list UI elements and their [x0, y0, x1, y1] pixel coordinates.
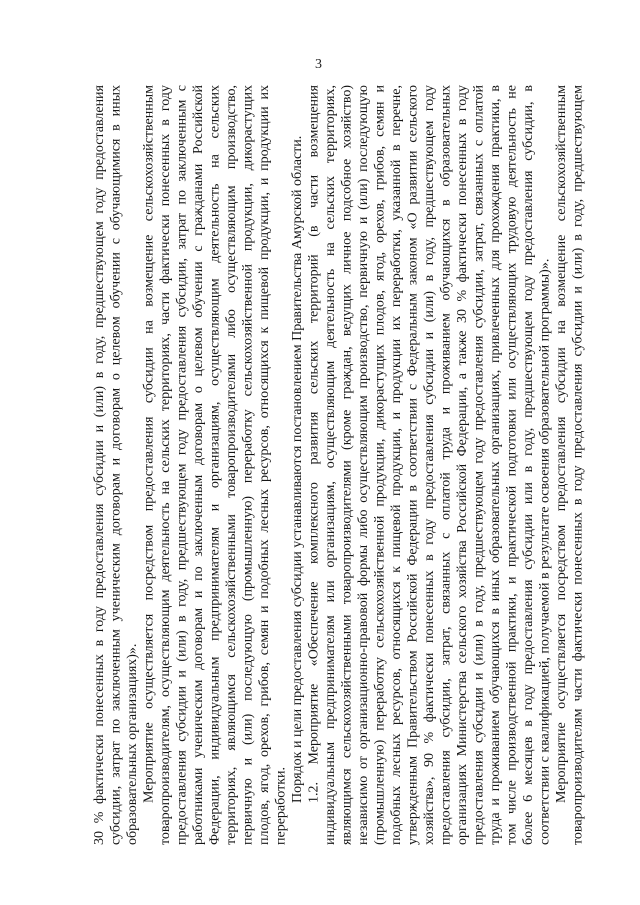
text-line: переработки. [273, 767, 289, 845]
text-line: предоставления субсидии, затрат, связанных с оплатой труда и проживанием обучающихся в образовательных [438, 85, 454, 845]
rotated-text-block [92, 85, 587, 845]
text-line: утвержденным Правительством Российской Федерации в соответствии с Федеральным законом «О развитии сельского [405, 85, 421, 845]
text-line: (промышленную) переработку сельскохозяйственной продукции, дикорастущих плодов, ягод, орехов, грибов, семян и [372, 85, 388, 845]
text-line: хозяйства», 90 % фактически понесенных в году предоставления субсидии и (или) в году, предшествующем году [422, 85, 437, 845]
text-line: соответствии с квалификацией, получаемой в результате освоения образовательной программы)». [537, 258, 553, 845]
text-line: работниками ученическим договорам и по заключенным договорам о целевом обучении с гражданами Российской [191, 85, 206, 845]
text-line: товаропроизводителям части фактически понесенных в году предоставления субсидии и (или) в году, предшествующем [570, 85, 586, 845]
paragraph [307, 85, 555, 845]
text-line: являющимся сельскохозяйственными товаропроизводителями (кроме граждан, ведущих личное подсобное хозяйство) [339, 85, 355, 845]
text-line: Мероприятие осуществляется посредством предоставления субсидии на возмещение сельскохозяйственным [554, 85, 569, 803]
paragraph [290, 85, 307, 845]
text-line: территориях, являющимся сельскохозяйственными товаропроизводителями либо осуществляющим производство, [224, 85, 239, 845]
text-line: 30 % фактически понесенных в году предоставления субсидии и (или) в году, предшествующем году предоставления [92, 85, 107, 845]
page-number: 3 [315, 57, 322, 72]
text-line: подобных лесных ресурсов, относящихся к пищевой продукции, и продукции их переработки, указанной в перечне, [389, 85, 404, 845]
text-line: Мероприятие осуществляется посредством предоставления субсидии на возмещение сельскохозяйственным [141, 85, 157, 803]
text-line: том числе производственной практики, и практической подготовки или осуществляющих трудовую деятельность не [504, 85, 520, 845]
text-line: предоставления субсидии и (или) в году, предшествующем году предоставления субсидии, затрат, связанных с оплатой [471, 85, 487, 845]
paragraph [142, 85, 291, 845]
text-line: труда и проживанием обучающихся в иных образовательных организациях, привлеченных для прохождения практики, в [488, 85, 503, 845]
text-line: независимо от организационно-правовой формы либо осуществляющим производство, первичную и (или) последующую [356, 85, 371, 845]
text-line: первичную и (или) последующую (промышленную) переработку сельскохозяйственной продукции, дикорастущих [240, 85, 256, 845]
text-line: плодов, ягод, орехов, грибов, семян и подобных лесных ресурсов, относящихся к пищевой продукции, и продукции их [257, 85, 272, 845]
paragraph [554, 85, 587, 845]
text-line: индивидуальным предпринимателям или организациям, осуществляющим деятельность на сельских территориях, [323, 85, 338, 845]
text-line: Федерации, индивидуальным предпринимателям и организациям, осуществляющим деятельность на сельских [207, 85, 223, 845]
text-line: более 6 месяцев в году предоставления субсидии или в году, предшествующем году предоставления субсидии, в [521, 85, 536, 845]
text-line: Порядок и цели предоставления субсидии устанавливаются постановлением Правительства Амурской области. [290, 135, 305, 803]
text-line: субсидии, затрат по заключенным ученическим договорам и договорам о целевом обучении с обучающимися в иных [108, 85, 124, 845]
text-line: предоставления субсидии и (или) в году, предшествующем году предоставления субсидии, затрат по заключенным с [174, 85, 190, 845]
paragraph [92, 85, 142, 845]
text-line: 1.2. Мероприятие «Обеспечение комплексного развития сельских территорий (в части возмещения [306, 85, 322, 803]
text-line: образовательных организациях)». [125, 643, 140, 845]
text-line: товаропроизводителям, осуществляющим деятельность на сельских территориях, части фактически понесенных в году [158, 85, 173, 845]
text-line: организациях Министерства сельского хозяйства Российской Федерации, а также 30 % фактически понесенных в году [455, 85, 470, 845]
